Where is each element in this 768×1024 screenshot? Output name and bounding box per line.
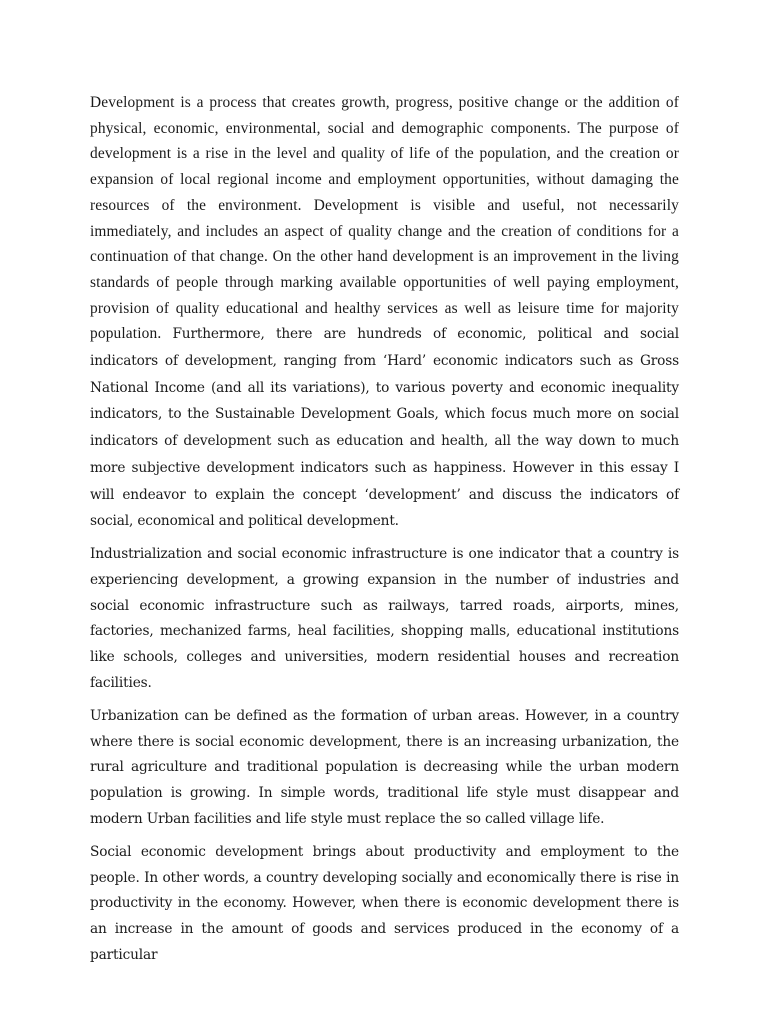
paragraph-urbanization: Urbanization can be defined as the formation of urban areas. However, in a country where there is social economic development, there is an increasing urbanization, the rural agriculture and traditional population is decreasing while the urban modern population is growing. In simple words, traditional life style must disappear and modern Urban facilities and life style must replace the so called village life. — [90, 707, 679, 827]
paragraph-productivity: Social economic development brings about productivity and employment to the people. In other words, a country developing socially and economically there is rise in productivity in the economy. However, when there is economic development there is an increase in the amount of goods and services produced in the economy of a particular — [90, 843, 679, 963]
paragraph-intro-part-b: Furthermore, there are hundreds of economic, political and social indicators of development, ranging from ‘Hard’ economic indicators such as Gross National Income (and all its variations), to various poverty and economic inequality indicators, to the Sustainable Development Goals, which focus much more on social indicators of development such as education and health, all the way down to much more subjective development indicators such as happiness. However in this essay I will endeavor to explain the concept ‘development’ and discuss the indicators of social, economical and political development. — [90, 326, 679, 530]
document-page — [90, 90, 679, 969]
paragraph-intro — [90, 90, 679, 535]
paragraph-intro-part-a: Development is a process that creates growth, progress, positive change or the addition of physical, economic, environmental, social and demographic components. The purpose of development is a rise in the level and quality of life of the population, and the creation or expansion of local regional income and employment opportunities, without damaging the resources of the environment. Development is visible and useful, not necessarily immediately, and includes an aspect of quality change and the creation of conditions for a continuation of that change. On the other hand development is an improvement in the living standards of people through marking available opportunities of well paying employment, provision of quality educational and healthy services as well as leisure time for majority population. — [90, 94, 679, 343]
paragraph-industrialization: Industrialization and social economic infrastructure is one indicator that a country is experiencing development, a growing expansion in the number of industries and social economic infrastructure such as railways, tarred roads, airports, mines, factories, mechanized farms, heal facilities, shopping malls, educational institutions like schools, colleges and universities, modern residential houses and recreation facilities. — [90, 545, 679, 691]
